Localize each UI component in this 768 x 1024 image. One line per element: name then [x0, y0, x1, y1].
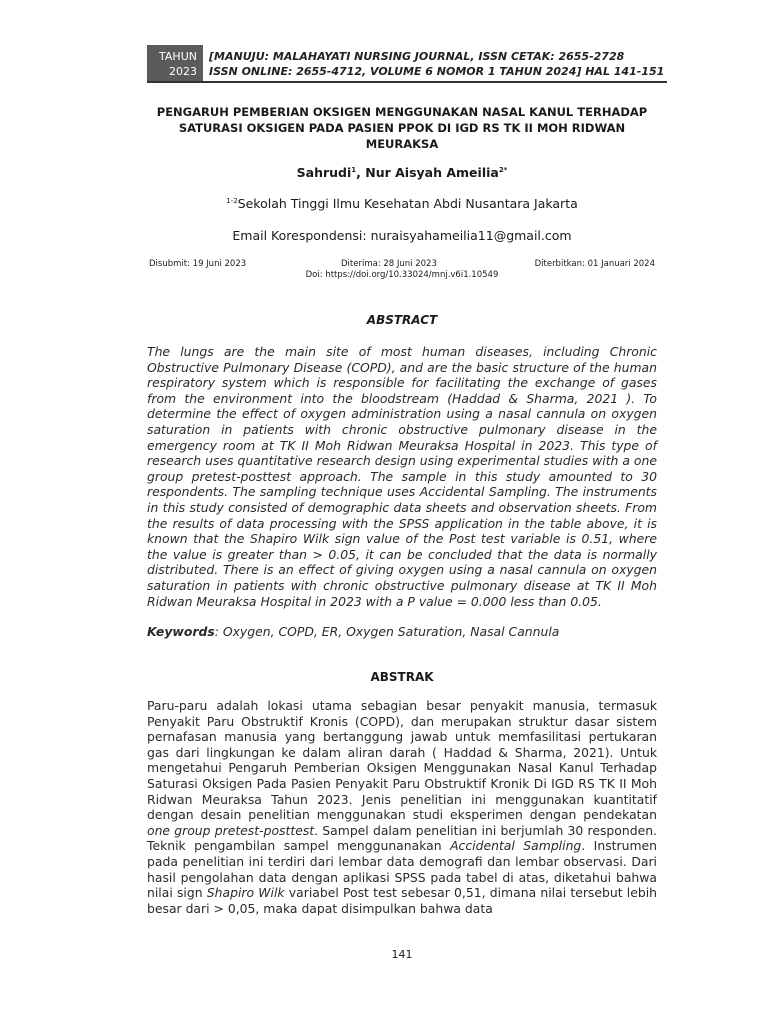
affiliation-sup: 1-2	[226, 196, 238, 205]
journal-info	[209, 49, 664, 79]
abstrak-heading: ABSTRAK	[370, 670, 434, 684]
journal-header	[147, 45, 667, 83]
abstract-heading: ABSTRACT	[366, 313, 438, 327]
abstrak-part-3: . Instrumen pada penelitian ini terdiri dari lembar data demografi dan lembar observasi. Dari hasil pengolahan data dengan aplikasi SPSS pada tabel di atas, diketahui bahwa nilai sign	[147, 838, 657, 901]
journal-line-2: ISSN ONLINE: 2655-4712, VOLUME 6 NOMOR 1 TAHUN 2024] HAL 141-151	[209, 65, 665, 78]
abstrak-italic-3: Shapiro Wilk	[206, 885, 285, 901]
author-1-sup: 1	[351, 165, 357, 174]
year-badge	[147, 45, 203, 83]
year-label: TAHUN	[159, 50, 197, 63]
abstract-body: The lungs are the main site of most human diseases, including Chronic Obstructive Pulmonary Disease (COPD), and are the basic structure of the human respiratory system which is responsible for facilitating the exchange of gases from the environment into the bloodstream (Haddad & Sharma, 2021 ). To determine the effect of oxygen administration using a nasal cannula on oxygen saturation in patients with chronic obstructive pulmonary disease in the emergency room at TK II Moh Ridwan Meuraksa Hospital in 2023. This type of research uses quantitative research design using experimental studies with a one group pretest-posttest approach. The sample in this study amounted to 30 respondents. The sampling technique uses Accidental Sampling. The instruments in this study consisted of demographic data sheets and observation sheets. From the results of data processing with the SPSS application in the table above, it is known that the Shapiro Wilk sign value of the Post test variable is 0.51, where the value is greater than > 0.05, it can be concluded that the data is normally distributed. There is an effect of giving oxygen using a nasal cannula on oxygen saturation in patients with chronic obstructive pulmonary disease at TK II Moh Ridwan Meuraksa Hospital in 2023 with a P value = 0.000 less than 0.05.	[147, 344, 657, 609]
title-line-1: PENGARUH PEMBERIAN OKSIGEN MENGGUNAKAN NASAL KANUL TERHADAP	[156, 105, 648, 119]
affiliation-text: Sekolah Tinggi Ilmu Kesehatan Abdi Nusantara Jakarta	[237, 196, 578, 211]
abstrak-body	[147, 698, 657, 916]
doi-link[interactable]: Doi: https://doi.org/10.33024/mnj.v6i1.10549	[305, 270, 499, 280]
date-published: Diterbitkan: 01 Januari 2024	[534, 259, 655, 269]
abstrak-italic-1: one group pretest-posttest	[147, 822, 315, 838]
page-number: 141	[391, 948, 413, 961]
date-submitted: Disubmit: 19 Juni 2023	[149, 259, 247, 269]
correspondence-email: Email Korespondensi: nuraisyahameilia11@gmail.com	[232, 228, 572, 243]
header-divider	[147, 81, 667, 83]
abstrak-part-2: . Sampel dalam penelitian ini berjumlah 30 responden. Teknik pengambilan sampel menggunanakan	[147, 822, 657, 854]
author-2: Nur Aisyah Ameilia	[365, 165, 499, 180]
author-1: Sahrudi	[296, 165, 352, 180]
abstrak-part-1: Paru-paru adalah lokasi utama sebagian besar penyakit manusia, termasuk Penyakit Paru Obstruktif Kronis (COPD), dan merupakan struktur dasar sistem pernafasan manusia yang bertanggung jawab untuk memfasilitasi pertukaran gas dari lingkungan ke dalam aliran darah ( Haddad & Sharma, 2021). Untuk mengetahui Pengaruh Pemberian Oksigen Menggunakan Nasal Kanul Terhadap Saturasi Oksigen Pada Pasien Penyakit Paru Obstruktif Kronik Di IGD RS TK II Moh Ridwan Meuraksa Tahun 2023. Jenis penelitian ini menggunakan kuantitatif dengan desain penelitian menggunakan studi eksperimen dengan pendekatan	[147, 698, 657, 823]
author-2-sup: 2*	[498, 165, 508, 174]
abstrak-part-4: variabel Post test sebesar 0,51, dimana nilai tersebut lebih besar dari > 0,05, maka dapat disimpulkan bahwa data	[147, 885, 657, 916]
keywords-label: Keywords	[147, 624, 215, 639]
year-value: 2023	[169, 65, 197, 78]
date-accepted: Diterima: 28 Juni 2023	[341, 259, 437, 269]
author-separator: ,	[356, 165, 366, 180]
title-line-3: MEURAKSA	[365, 137, 439, 151]
abstrak-italic-2: Accidental Sampling	[450, 838, 582, 854]
title-line-2: SATURASI OKSIGEN PADA PASIEN PPOK DI IGD RS TK II MOH RIDWAN	[178, 121, 626, 135]
keywords-text: : Oxygen, COPD, ER, Oxygen Saturation, Nasal Cannula	[214, 624, 560, 639]
article-title	[147, 104, 657, 152]
journal-line-1: [MANUJU: MALAHAYATI NURSING JOURNAL, ISSN CETAK: 2655-2728	[209, 50, 625, 63]
affiliation	[147, 196, 657, 211]
keywords	[147, 624, 657, 639]
author-list	[147, 165, 657, 180]
